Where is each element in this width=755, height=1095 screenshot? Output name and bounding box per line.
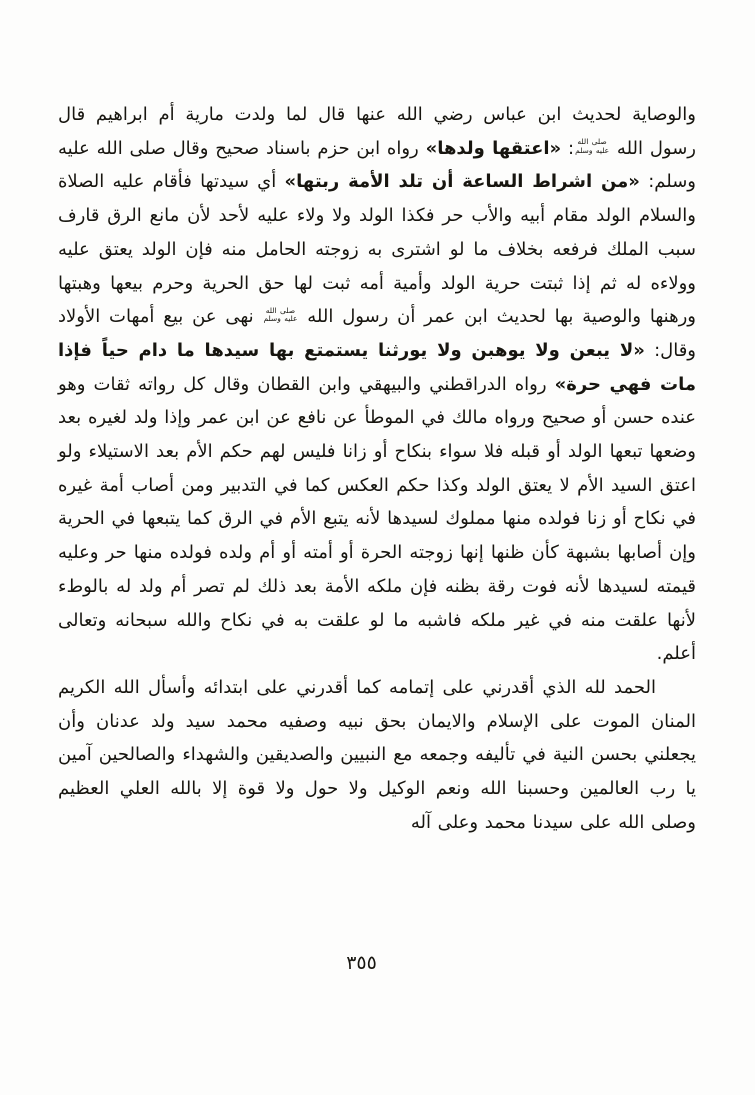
honorific-line: صلى الله	[577, 137, 607, 147]
paragraph	[58, 671, 696, 840]
body-text: نهى عن بيع أمهات الأولاد وقال:	[58, 306, 696, 361]
honorific-line: عليه وسلم	[263, 314, 298, 324]
hadith-quote: «من اشراط الساعة أن تلد الأمة ربتها»	[284, 171, 640, 193]
body-text: والوصاية لحديث ابن عباس رضي الله عنها قال لما ولدت مارية أم ابراهيم قال رسول الله	[58, 104, 696, 159]
body-text: رواه الدراقطني والبيهقي وابن القطان وقال كل رواته ثقات وهو عنده حسن أو صحيح ورواه مالك في الموطأ عن نافع عن ابن عمر وإذا ولد لغيره بعد وضعها تبعها الولد أو قبله فلا سواء بنكاح أو زانا فليس لهم حكم الأم بعد الاستيلاء ولو اعتق السيد الأم لا يعتق الولد وكذا حكم العكس كما في التدبير ومن أصاب أمة غيره في نكاح أو زنا فولده منها مملوك لسيدها لأنه يتبع الأم في الرق كما يتبعها في الحرية وإن أصابها بشبهة كأن ظنها إنها زوجته الحرة أو أمته أو أم ولده فولده منها حر وعليه قيمته لسيدها لأنه فوت رقة بظنه فإن ملكه الأمة بعد ذلك لم تصر أم ولد له بالوطء لأنها علقت منه في غير ملكه فاشبه ما لو علقت به في نكاح والله سبحانه وتعالى أعلم.	[58, 373, 696, 665]
honorific-line: عليه وسلم	[575, 145, 610, 155]
body-text: رواه ابن حزم باسناد صحيح وقال صلى الله عليه وسلم:	[58, 137, 696, 193]
body-text: أي سيدتها فأقام عليه الصلاة والسلام الولد مقام أبيه والأب حر فكذا الولد ولا ولاء عليه لأحد لأن مانع الرق قارف سبب الملك فرفعه بخلاف ما لو اشترى به زوجته الحامل منه فإن الولد يعتق عليه وولاءه له ثم إذا ثبتت حرية الولد وأمية أمه ثبت لها حق الحرية وحرم بيعها وهبتها ورهنها والوصية بها لحديث ابن عمر أن رسول الله	[58, 171, 696, 328]
hadith-quote: «اعتقها ولدها»	[425, 137, 562, 159]
body-text: :	[561, 137, 575, 159]
honorific-line: صلى الله	[265, 305, 296, 315]
hadith-quote: «لا يبعن ولا يوهبن ولا يورثنا يستمتع بها سيدها ما دام حياً فإذا مات فهي حرة»	[58, 339, 696, 395]
page-number: ٣٥٥	[346, 952, 377, 974]
honorific-sallallahu-alayhi-wasallam	[575, 138, 609, 155]
honorific-sallallahu-alayhi-wasallam	[263, 307, 297, 324]
text-block	[58, 98, 696, 839]
body-text: الحمد لله الذي أقدرني على إتمامه كما أقدرني على ابتدائه وأسأل الله الكريم المنان الموت على الإسلام والايمان بحق نبيه وصفيه محمد سيد ولد عدنان وأن يجعلني بحسن النية في تأليفه وجمعه مع النبيين والصديقين والشهداء والصالحين آمين يا رب العالمين وحسبنا الله ونعم الوكيل ولا حول ولا قوة إلا بالله العلي العظيم وصلى الله على سيدنا محمد وعلى آله	[58, 676, 696, 833]
paragraph	[58, 98, 696, 671]
